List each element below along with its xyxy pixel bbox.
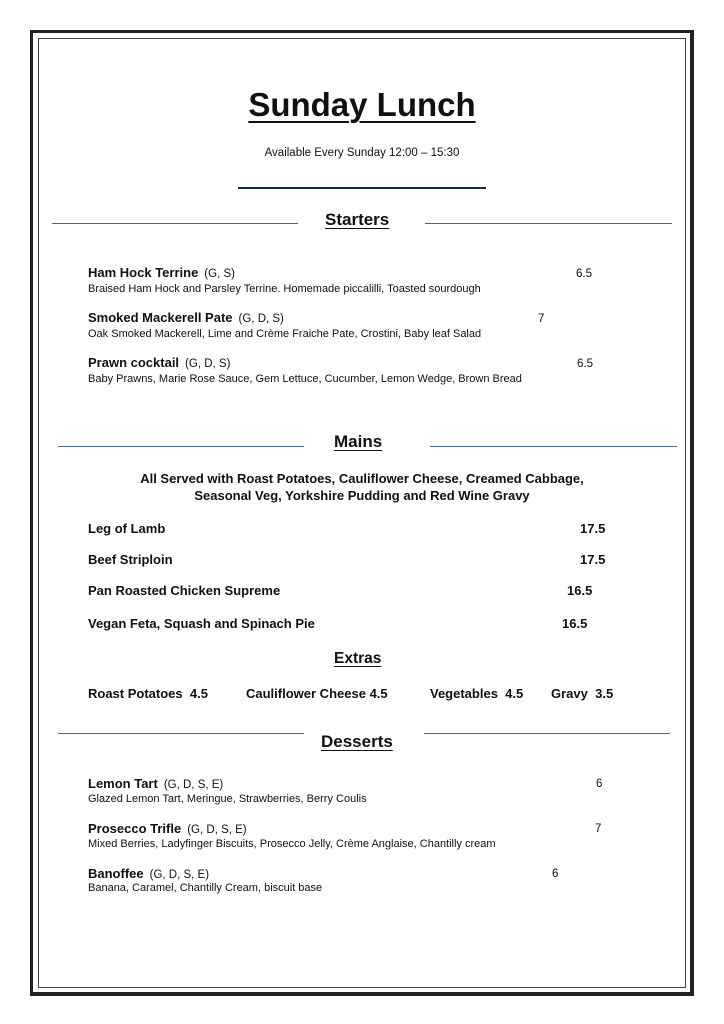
dessert-item-description: Glazed Lemon Tart, Meringue, Strawberries, Berry Coulis [88,793,367,805]
extra-item [88,686,208,701]
main-item-name: Leg of Lamb [88,521,166,536]
page-title: Sunday Lunch [248,86,476,123]
main-item-name: Pan Roasted Chicken Supreme [88,583,281,598]
starter-item-name: Prawn cocktail (G, D, S) [88,355,231,370]
mains-rule-left [58,446,304,447]
dessert-item-price: 7 [595,823,602,835]
allergen-codes: (G, D, S) [185,358,231,370]
extra-item-name: Gravy [551,686,588,701]
extra-item-price: 3.5 [595,686,614,701]
starter-item-price: 6.5 [577,358,593,370]
main-item-name: Beef Striploin [88,552,173,567]
desserts-heading: Desserts [321,732,393,751]
extra-item [246,686,388,701]
dessert-item-name: Prosecco Trifle (G, D, S, E) [88,821,247,836]
dessert-item-name: Banoffee (G, D, S, E) [88,866,210,881]
mains-rule-right [430,446,677,447]
allergen-codes: (G, S) [204,268,235,280]
starter-item-price: 6.5 [576,268,592,280]
dessert-item-price: 6 [596,778,603,790]
starters-heading: Starters [325,210,390,229]
mains-heading: Mains [334,432,383,451]
extra-item-price: 4.5 [369,686,388,701]
main-item-price: 16.5 [562,616,588,631]
title-divider [238,187,486,189]
allergen-codes: (G, D, S, E) [163,779,224,791]
extra-item-price: 4.5 [189,686,208,701]
main-item-price: 17.5 [580,552,606,567]
extra-item-price: 4.5 [505,686,524,701]
starter-item-name: Smoked Mackerell Pate (G, D, S) [88,310,284,325]
allergen-codes: (G, D, S, E) [149,869,210,881]
starter-item-description: Oak Smoked Mackerell, Lime and Crème Fraiche Pate, Crostini, Baby leaf Salad [88,328,482,340]
main-item-name: Vegan Feta, Squash and Spinach Pie [88,616,315,631]
availability-text: Available Every Sunday 12:00 – 15:30 [264,147,460,159]
dessert-item-price: 6 [552,868,559,880]
extra-item-name: Vegetables [430,686,498,701]
main-item-price: 17.5 [580,521,606,536]
allergen-codes: (G, D, S, E) [187,824,247,836]
dessert-item-name: Lemon Tart (G, D, S, E) [88,776,224,791]
mains-served-with-line1: All Served with Roast Potatoes, Cauliflower Cheese, Creamed Cabbage, [140,471,584,486]
starter-item-price: 7 [538,313,545,325]
extras-heading: Extras [334,650,382,667]
dessert-item-description: Banana, Caramel, Chantilly Cream, biscuit base [88,882,323,894]
extra-item-name: Cauliflower Cheese [246,686,366,701]
desserts-rule-left [58,733,304,734]
mains-served-with-line2: Seasonal Veg, Yorkshire Pudding and Red Wine Gravy [194,488,530,503]
allergen-codes: (G, D, S) [238,313,284,325]
extra-item-name: Roast Potatoes [88,686,183,701]
main-item-price: 16.5 [567,583,593,598]
starter-item-description: Baby Prawns, Marie Rose Sauce, Gem Lettuce, Cucumber, Lemon Wedge, Brown Bread [88,373,522,385]
starters-rule-right [425,223,672,224]
extra-item [430,686,523,701]
desserts-rule-right [424,733,670,734]
dessert-item-description: Mixed Berries, Ladyfinger Biscuits, Prosecco Jelly, Crème Anglaise, Chantilly cream [88,838,496,850]
extra-item [551,686,613,701]
starters-rule-left [52,223,298,224]
starter-item-description: Braised Ham Hock and Parsley Terrine. Homemade piccalilli, Toasted sourdough [88,283,481,295]
starter-item-name: Ham Hock Terrine (G, S) [88,265,235,280]
